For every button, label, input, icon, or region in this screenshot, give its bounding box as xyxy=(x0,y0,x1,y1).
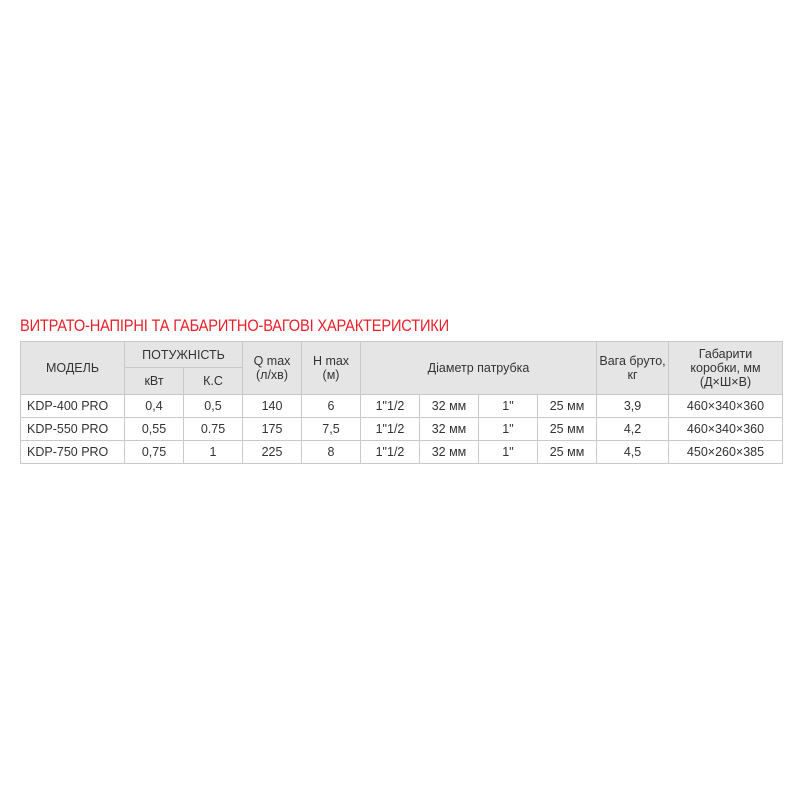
cell-diameter-inlet-mm: 32 мм xyxy=(420,395,479,418)
cell-hp: 1 xyxy=(184,441,243,464)
cell-diameter-inlet-mm: 32 мм xyxy=(420,418,479,441)
cell-diameter-outlet-inch: 1" xyxy=(479,395,538,418)
cell-diameter-outlet-mm: 25 мм xyxy=(538,418,597,441)
cell-qmax: 140 xyxy=(243,395,302,418)
table-row xyxy=(21,395,783,418)
cell-model: KDP-400 PRO xyxy=(21,395,125,418)
header-power: ПОТУЖНІСТЬ xyxy=(125,342,243,368)
specs-table xyxy=(20,341,783,464)
header-dims xyxy=(669,342,783,395)
header-weight-line1: Вага бруто, xyxy=(599,354,666,368)
header-power-hp: К.С xyxy=(184,368,243,395)
header-dims-line1: Габарити xyxy=(698,347,753,361)
cell-dims: 450×260×385 xyxy=(669,441,783,464)
header-dims-line3: (Д×Ш×В) xyxy=(699,375,752,389)
cell-hmax: 7,5 xyxy=(302,418,361,441)
header-weight-line2: кг xyxy=(627,368,638,382)
header-qmax-line2: (л/хв) xyxy=(256,368,288,382)
cell-diameter-inlet-mm: 32 мм xyxy=(420,441,479,464)
header-hmax-line1: H max xyxy=(312,354,350,368)
cell-kw: 0,4 xyxy=(125,395,184,418)
cell-diameter-outlet-mm: 25 мм xyxy=(538,395,597,418)
header-diameter: Діаметр патрубка xyxy=(361,342,597,395)
header-power-kw: кВт xyxy=(125,368,184,395)
cell-kw: 0,55 xyxy=(125,418,184,441)
cell-weight: 4,2 xyxy=(597,418,669,441)
header-qmax xyxy=(243,342,302,395)
cell-hmax: 8 xyxy=(302,441,361,464)
cell-hmax: 6 xyxy=(302,395,361,418)
cell-kw: 0,75 xyxy=(125,441,184,464)
cell-model: KDP-750 PRO xyxy=(21,441,125,464)
cell-weight: 3,9 xyxy=(597,395,669,418)
cell-diameter-inlet-inch: 1"1/2 xyxy=(361,395,420,418)
header-qmax-line1: Q max xyxy=(253,354,291,368)
cell-diameter-inlet-inch: 1"1/2 xyxy=(361,418,420,441)
header-model: МОДЕЛЬ xyxy=(21,342,125,395)
table-row xyxy=(21,418,783,441)
cell-diameter-outlet-inch: 1" xyxy=(479,441,538,464)
cell-diameter-inlet-inch: 1"1/2 xyxy=(361,441,420,464)
cell-weight: 4,5 xyxy=(597,441,669,464)
header-row-1 xyxy=(21,342,783,368)
cell-diameter-outlet-inch: 1" xyxy=(479,418,538,441)
cell-model: KDP-550 PRO xyxy=(21,418,125,441)
cell-qmax: 225 xyxy=(243,441,302,464)
cell-dims: 460×340×360 xyxy=(669,395,783,418)
cell-hp: 0,5 xyxy=(184,395,243,418)
header-hmax-line2: (м) xyxy=(322,368,340,382)
header-weight xyxy=(597,342,669,395)
header-hmax xyxy=(302,342,361,395)
cell-diameter-outlet-mm: 25 мм xyxy=(538,441,597,464)
cell-qmax: 175 xyxy=(243,418,302,441)
cell-hp: 0.75 xyxy=(184,418,243,441)
header-dims-line2: коробки, мм xyxy=(690,361,761,375)
table-row xyxy=(21,441,783,464)
section-title: ВИТРАТО-НАПІРНІ ТА ГАБАРИТНО-ВАГОВІ ХАРАКТЕРИСТИКИ xyxy=(20,316,449,335)
cell-dims: 460×340×360 xyxy=(669,418,783,441)
